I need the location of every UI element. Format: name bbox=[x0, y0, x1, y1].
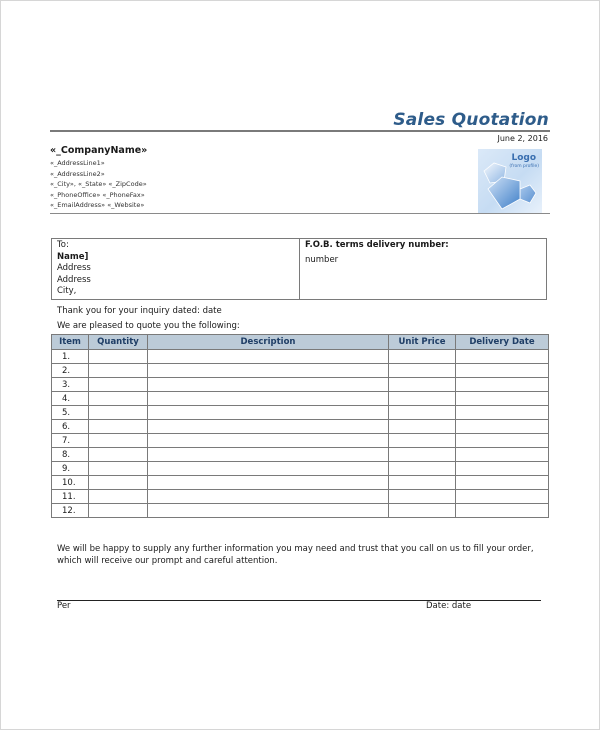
description-cell[interactable] bbox=[148, 406, 389, 420]
description-cell[interactable] bbox=[148, 420, 389, 434]
description-cell[interactable] bbox=[148, 476, 389, 490]
delivery-date-cell[interactable] bbox=[456, 462, 549, 476]
item-number: 3. bbox=[52, 378, 89, 392]
logo-label: Logo bbox=[511, 153, 536, 163]
table-row bbox=[52, 378, 549, 392]
header-description: Description bbox=[148, 335, 389, 350]
header-unit-price: Unit Price bbox=[389, 335, 456, 350]
unit-price-cell[interactable] bbox=[389, 490, 456, 504]
delivery-date-cell[interactable] bbox=[456, 406, 549, 420]
fob-number[interactable]: number bbox=[305, 254, 339, 265]
quantity-cell[interactable] bbox=[89, 378, 148, 392]
quantity-cell[interactable] bbox=[89, 434, 148, 448]
unit-price-cell[interactable] bbox=[389, 448, 456, 462]
table-row bbox=[52, 350, 549, 364]
quotation-table bbox=[51, 334, 549, 518]
recipient-fob-box bbox=[51, 238, 547, 300]
quantity-cell[interactable] bbox=[89, 448, 148, 462]
delivery-date-cell[interactable] bbox=[456, 350, 549, 364]
description-cell[interactable] bbox=[148, 350, 389, 364]
unit-price-cell[interactable] bbox=[389, 434, 456, 448]
box-divider bbox=[299, 239, 300, 299]
table-row bbox=[52, 420, 549, 434]
to-label: To: bbox=[57, 240, 69, 250]
document-title: Sales Quotation bbox=[393, 110, 549, 130]
table-row bbox=[52, 392, 549, 406]
delivery-date-cell[interactable] bbox=[456, 378, 549, 392]
description-cell[interactable] bbox=[148, 392, 389, 406]
table-row bbox=[52, 476, 549, 490]
recipient-address2[interactable]: Address bbox=[57, 274, 91, 285]
delivery-date-cell[interactable] bbox=[456, 504, 549, 518]
quantity-cell[interactable] bbox=[89, 350, 148, 364]
inquiry-line: Thank you for your inquiry dated: date bbox=[57, 306, 222, 316]
company-email-website: «_EmailAddress» «_Website» bbox=[50, 201, 145, 209]
item-number: 6. bbox=[52, 420, 89, 434]
recipient-block bbox=[57, 240, 91, 298]
quantity-cell[interactable] bbox=[89, 504, 148, 518]
table-row bbox=[52, 462, 549, 476]
delivery-date-cell[interactable] bbox=[456, 448, 549, 462]
recipient-city[interactable]: City, bbox=[57, 286, 77, 296]
quantity-cell[interactable] bbox=[89, 490, 148, 504]
description-cell[interactable] bbox=[148, 364, 389, 378]
table-row bbox=[52, 434, 549, 448]
delivery-date-cell[interactable] bbox=[456, 420, 549, 434]
company-logo bbox=[478, 149, 542, 213]
delivery-date-cell[interactable] bbox=[456, 392, 549, 406]
recipient-name[interactable]: Name] bbox=[57, 251, 89, 262]
unit-price-cell[interactable] bbox=[389, 364, 456, 378]
unit-price-cell[interactable] bbox=[389, 462, 456, 476]
description-cell[interactable] bbox=[148, 378, 389, 392]
quantity-cell[interactable] bbox=[89, 476, 148, 490]
company-address-line1: «_AddressLine1» bbox=[50, 159, 105, 167]
delivery-date-cell[interactable] bbox=[456, 490, 549, 504]
header-delivery-date: Delivery Date bbox=[456, 335, 549, 350]
logo-sublabel: (from profile) bbox=[509, 164, 539, 169]
item-number: 4. bbox=[52, 392, 89, 406]
item-number: 7. bbox=[52, 434, 89, 448]
item-number: 10. bbox=[52, 476, 89, 490]
quantity-cell[interactable] bbox=[89, 406, 148, 420]
unit-price-cell[interactable] bbox=[389, 420, 456, 434]
unit-price-cell[interactable] bbox=[389, 406, 456, 420]
delivery-date-cell[interactable] bbox=[456, 364, 549, 378]
company-city-state-zip: «_City», «_State» «_ZipCode» bbox=[50, 180, 147, 188]
header-quantity: Quantity bbox=[89, 335, 148, 350]
table-row bbox=[52, 490, 549, 504]
quantity-cell[interactable] bbox=[89, 420, 148, 434]
closing-paragraph: We will be happy to supply any further information you may need and trust that you call on us to fill your order, which will receive our prompt and careful attention. bbox=[57, 544, 534, 566]
item-number: 2. bbox=[52, 364, 89, 378]
document-date: June 2, 2016 bbox=[497, 134, 548, 143]
description-cell[interactable] bbox=[148, 448, 389, 462]
description-cell[interactable] bbox=[148, 490, 389, 504]
table-row bbox=[52, 448, 549, 462]
signature-date: Date: date bbox=[426, 601, 472, 611]
unit-price-cell[interactable] bbox=[389, 504, 456, 518]
fob-block bbox=[305, 240, 449, 266]
header-item: Item bbox=[52, 335, 89, 350]
quantity-cell[interactable] bbox=[89, 392, 148, 406]
description-cell[interactable] bbox=[148, 504, 389, 518]
unit-price-cell[interactable] bbox=[389, 350, 456, 364]
table-row bbox=[52, 504, 549, 518]
per-label: Per bbox=[57, 601, 71, 611]
item-number: 8. bbox=[52, 448, 89, 462]
item-number: 1. bbox=[52, 350, 89, 364]
table-row bbox=[52, 406, 549, 420]
unit-price-cell[interactable] bbox=[389, 476, 456, 490]
description-cell[interactable] bbox=[148, 434, 389, 448]
table-header-row bbox=[52, 335, 549, 350]
item-number: 9. bbox=[52, 462, 89, 476]
quantity-cell[interactable] bbox=[89, 462, 148, 476]
description-cell[interactable] bbox=[148, 462, 389, 476]
item-number: 11. bbox=[52, 490, 89, 504]
quantity-cell[interactable] bbox=[89, 364, 148, 378]
item-number: 5. bbox=[52, 406, 89, 420]
company-name: «_CompanyName» bbox=[50, 145, 148, 156]
unit-price-cell[interactable] bbox=[389, 392, 456, 406]
delivery-date-cell[interactable] bbox=[456, 434, 549, 448]
delivery-date-cell[interactable] bbox=[456, 476, 549, 490]
item-number: 12. bbox=[52, 504, 89, 518]
table-row bbox=[52, 364, 549, 378]
header-divider bbox=[50, 213, 550, 214]
company-phone: «_PhoneOffice» «_PhoneFax» bbox=[50, 190, 145, 199]
fob-label: F.O.B. terms delivery number: bbox=[305, 240, 449, 250]
recipient-address1[interactable]: Address bbox=[57, 263, 91, 273]
quote-intro-line: We are pleased to quote you the following: bbox=[57, 321, 240, 331]
company-address-line2: «_AddressLine2» bbox=[50, 169, 105, 178]
unit-price-cell[interactable] bbox=[389, 378, 456, 392]
title-divider bbox=[50, 130, 550, 132]
